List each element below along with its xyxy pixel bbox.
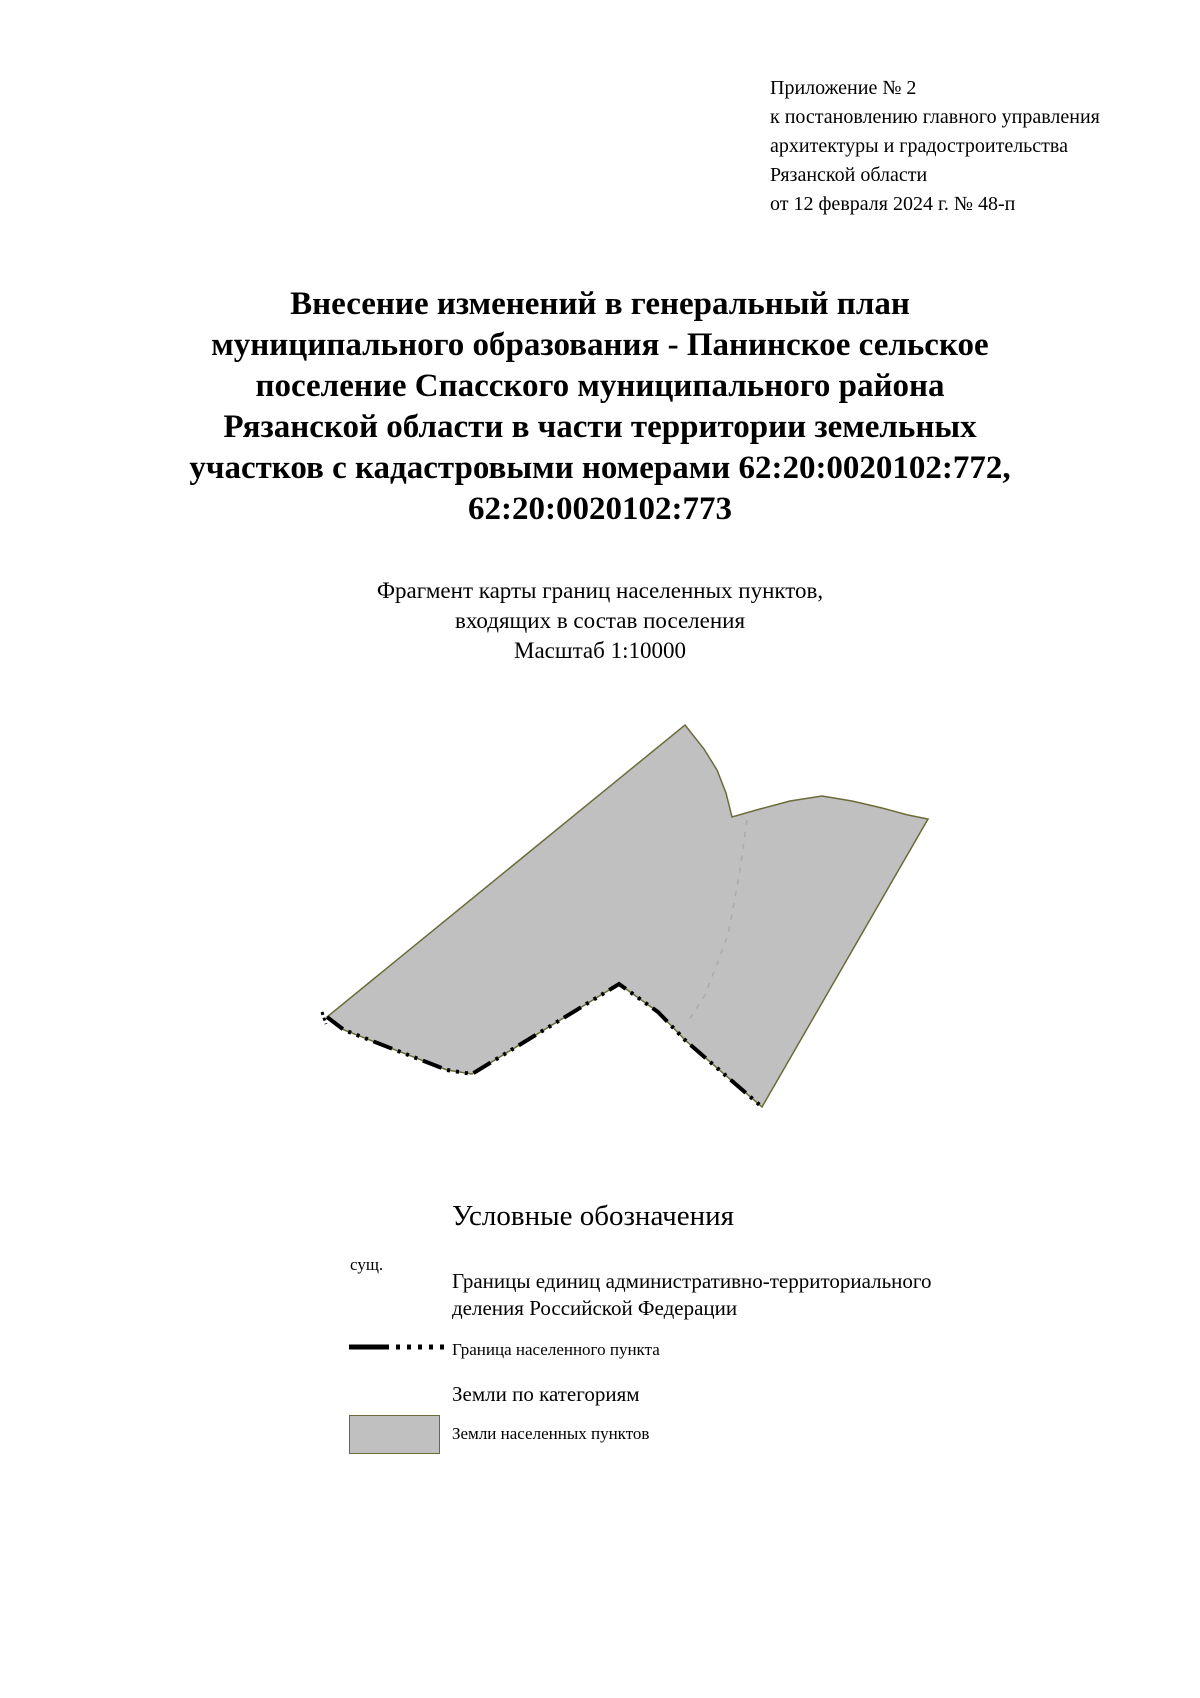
map-scale: Масштаб 1:10000 xyxy=(514,638,686,663)
legend-admin-line-2: деления Российской Федерации xyxy=(452,1296,738,1320)
title-line-5: участков с кадастровыми номерами 62:20:0020102:772, xyxy=(189,450,1011,486)
appendix-authority: архитектуры и градостроительства xyxy=(770,135,1068,157)
appendix-date: от 12 февраля 2024 г. № 48-п xyxy=(770,193,1016,215)
legend-settlement-lands: Земли населенных пунктов xyxy=(452,1424,650,1443)
subtitle-line-2: входящих в состав поселения xyxy=(454,608,746,633)
appendix-reference: к постановлению главного управления xyxy=(770,106,1100,128)
legend-title: Условные обозначения xyxy=(452,1200,734,1232)
title-line-4: Рязанской области в части территории земельных xyxy=(223,409,977,445)
title-line-6: 62:20:0020102:773 xyxy=(468,491,732,527)
legend-settlement-boundary: Граница населенного пункта xyxy=(452,1340,660,1359)
legend-admin-boundary xyxy=(452,1268,932,1322)
title-line-2: муниципального образования - Панинское сельское xyxy=(211,327,989,363)
subtitle-line-1: Фрагмент карты границ населенных пунктов, xyxy=(376,578,824,603)
appendix-region: Рязанской области xyxy=(770,164,928,186)
settlement-boundary-end-marker xyxy=(322,1012,326,1024)
title-line-1: Внесение изменений в генеральный план xyxy=(290,286,910,322)
appendix-number: Приложение № 2 xyxy=(770,77,917,99)
legend-admin-line-1: Границы единиц административно-территориального xyxy=(452,1269,932,1293)
legend-existing-label: сущ. xyxy=(350,1255,384,1274)
settlement-lands-area xyxy=(327,725,928,1107)
legend-categories-title: Земли по категориям xyxy=(452,1382,640,1406)
settlement-boundary-symbol xyxy=(349,1340,445,1354)
title-line-3: поселение Спасского муниципального района xyxy=(255,368,945,404)
settlement-lands-swatch xyxy=(349,1415,440,1454)
